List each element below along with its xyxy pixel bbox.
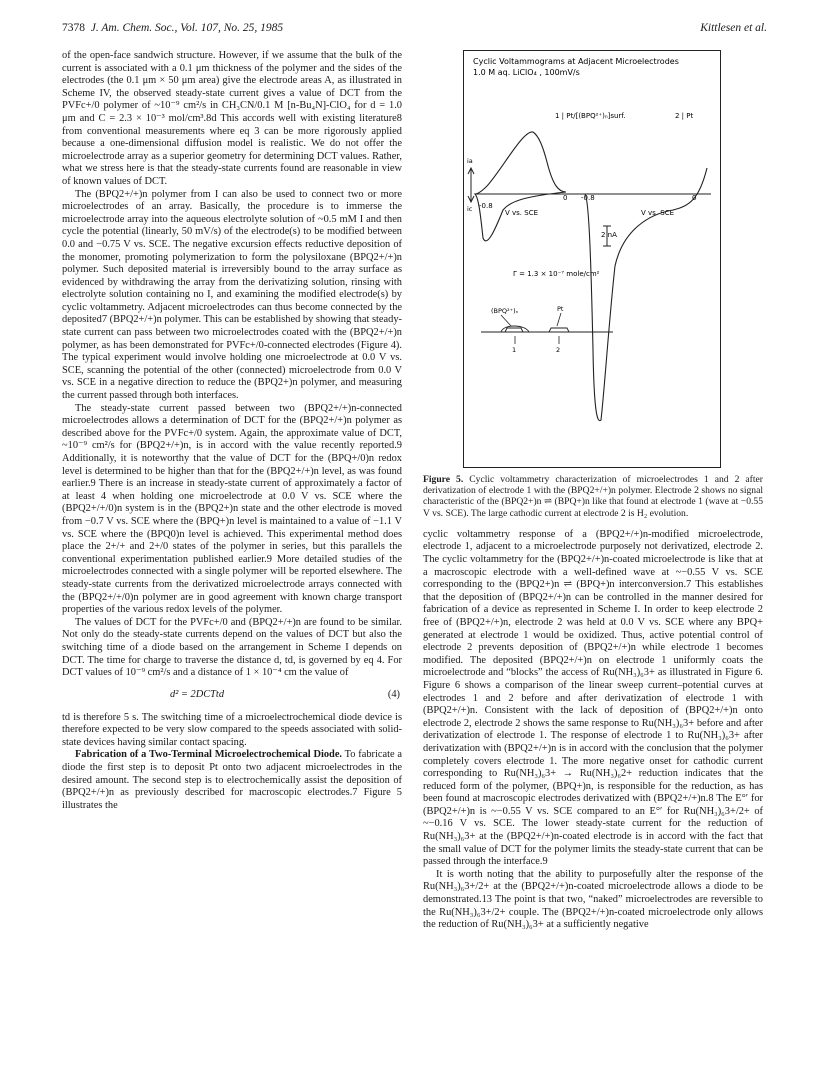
figure-caption: [423, 474, 763, 519]
figure-5: [423, 50, 763, 468]
paragraph-text: To fabricate a diode the first step is to deposit Pt onto two adjacent microelectrodes in the desired amount. The second step is to electrochemically assist the deposition of (BPQ2+/+)n as previously described for macroscopic electrodes.7 Figure 5 illustrates the: [62, 749, 402, 811]
journal-citation: J. Am. Chem. Soc., Vol. 107, No. 25, 1985: [90, 22, 284, 34]
paragraph: The (BPQ2+/+)n polymer from I can also be used to connect two or more microelectrodes of an array. Basically, the procedure is to immerse the microelectrode array into the aqueous electrolyte solution of ~0.5 mM I and then cycle the potential (linearly, 50 mV/s) of the electrode(s) to be modified between 0.0 and −0.75 V vs. SCE. The negative excursion effects reductive deposition of the monomer, promoting polymerization to form the polysiloxane (BPQ2+/+)n polymer. Such deposited material is irreversibly bound to the array surface as evidenced by withdrawing the array from the derivatizing solution, rinsing with electrolyte solution containing no I, and examining the modified electrode(s) by cyclic voltammetry. Adjacent microelectrodes can thus become connected by the deposited7 (BPQ2+/+)n polymer. This can be established by showing that steady-state current can pass between two microelectrodes coated with the (BPQ2+/+)n polymer, as has been demonstrated for PVFc+/0-connected electrodes (Figure 4). The typical experiment would involve holding one microelectrode at 0.0 V vs. SCE, scanning the potential of the other (connected) microelectrode from 0.0 V vs. SCE in a negative direction to reduce the (BPQ2+)n polymer, and measuring the current passed through both interfaces.: [62, 188, 402, 402]
inset-leader-pt: [557, 313, 561, 326]
tick-right-zero: 0: [692, 194, 697, 202]
inset-polymer-label: (BPQ²⁺)ₙ: [491, 307, 519, 315]
section-heading: Fabrication of a Two-Terminal Microelectrochemical Diode.: [75, 749, 343, 761]
right-column: [423, 50, 763, 932]
left-column: [62, 50, 402, 812]
tick-zero: 0: [563, 194, 568, 202]
axis-ic-label: ic: [467, 205, 473, 213]
axis-label-1: V vs. SCE: [505, 209, 539, 217]
cv-curve-electrode-2: [585, 168, 707, 421]
axis-label-2: V vs. SCE: [641, 209, 675, 217]
equation-number: (4): [387, 688, 400, 700]
figure-title-line2: 1.0 M aq. LiClO₄ , 100mV/s: [473, 68, 580, 77]
caption-label: Figure 5.: [423, 474, 464, 485]
paragraph: td is therefore 5 s. The switching time of a microelectrochemical diode device is therefore expected to be very slow compared to the speeds associated with solid-state devices having similar contact spacing.: [62, 711, 402, 748]
inset-electrode-1: [505, 328, 523, 332]
header-authors: Kittlesen et al.: [700, 22, 767, 34]
label-electrode-2: 2 | Pt: [675, 112, 694, 120]
figure-title-line1: Cyclic Voltammograms at Adjacent Microelectrodes: [473, 57, 679, 66]
inset-pt-label: Pt: [557, 305, 564, 313]
figure-5-graphic: [463, 50, 721, 468]
caption-text: Cyclic voltammetry characterization of microelectrodes 1 and 2 after derivatization of electrode 1 with the (BPQ2+/+)n polymer. Electrode 2 shows no signal characteristic of the (BPQ2+)n ⇌ (BPQ+)n like that found at electrode 1 (wave at −0.55 V vs. SCE). The large cathodic current at electrode 2 is H₂ evolution.: [423, 474, 763, 519]
coverage-label: Γ = 1.3 × 10⁻⁷ mole/cm²: [513, 270, 600, 278]
page-header: [62, 22, 767, 40]
paragraph: cyclic voltammetry response of a (BPQ2+/+)n-modified microelectrode, electrode 1, adjacent to a microelectrode purposely not derivatized, electrode 2. The cyclic voltammetry for the (BPQ2+/+)n-coated microelectrode is like that at a macroscopic electrode with a well-defined wave at ~−0.55 V vs. SCE corresponding to the (BPQ2+)n ⇌ (BPQ+)n interconversion.7 This establishes that the deposition of (BPQ2+/+)n can be controlled in the manner desired for fabrication of a device as represented in Scheme I. In order to keep electrode 2 free of (BPQ2+/+)n, electrode 2 was held at 0.0 V vs. SCE where any BPQ+ generated at electrode 1 would be oxidized. Thus, active potential control of electrode 2 prevents deposition of (BPQ2+/+)n while electrode 1 becomes modified. The deposited (BPQ2+/+)n on electrode 1 uniformly coats the microelectrode and “blocks” the access of Ru(NH₃)₆3+ as illustrated in Figure 6. Figure 6 shows a comparison of the linear sweep current–potential curves at electrodes 1 and 2 before and after derivatization of electrode 1 with (BPQ2+/+)n. Consistent with the lack of deposition of (BPQ2+/+)n onto electrode 2, electrode 2 shows the same response to Ru(NH₃)₆3+ before and after derivatization of electrode 1. The response of electrode 1 to Ru(NH₃)₆3+ after derivatization with (BPQ2+/+)n is in accord with the conclusion that the polymer completely covers electrode 1. The more negative onset for cathodic current corresponding to Ru(NH₃)₆3+ → Ru(NH₃)₆2+ reduction indicates that the reduced form of the polymer, (BPQ+)n, is responsible for the reduction, as has been found at macroscopic electrodes derivatized with (BPQ2+/+)n.8 The E°′ for (BPQ2+/+)n is ~−0.55 V vs. SCE compared to an E°′ for Ru(NH₃)₆3+/2+ of ~−0.16 V vs. SCE. The lower steady-state current for the reduction of Ru(NH₃)₆3+ at the (BPQ2+/+)n-coated electrode is in accord with the fact that the small value of DCT for the polymer limits the steady-state current that can be passed through the interface.9: [423, 528, 763, 868]
paragraph: The steady-state current passed between two (BPQ2+/+)n-connected microelectrodes allows a determination of DCT for the (BPQ2+/+)n polymer as described above for the PVFc+/0 system. Again, the approximate value of DCT, ~10⁻⁹ cm²/s for (BPQ2+/+)n, is in accord with the value recently reported.9 Additionally, it is noteworthy that the value of DCT for the (BPQ+/0)n redox level is determined to be higher than that for the (BPQ2+/+)n level, as was found earlier.9 There is an increase in steady-state current of approximately a factor of at least 4 when holding one microelectrode at 0.0 V vs. SCE where the (BPQ2+/+/0)n system is in the (BPQ2+)n state and the other electrode is moved from −0.7 V vs. SCE where the (BPQ+)n level is maintained to a value of −1.1 V vs. SCE where the (BPQ0)n level is achieved. This experimental method does place the 2+/+ and 2+/0 states of the polymer in series, but this parallels the conventional experimentation published earlier.9 More detailed studies of the microelectrodes connected with a single polymer will be reported elsewhere. The steady-state currents from the derivatized microelectrode arrays connected with the (BPQ2+/+/0)n polymer are in good agreement with known charge transport properties of the various redox levels of the polymer.: [62, 402, 402, 616]
equation-expression: d² = 2DCTtd: [170, 688, 225, 700]
inset-leader-polymer: [501, 315, 511, 326]
page-number: 7378: [62, 22, 85, 34]
label-electrode-1: 1 | Pt/[(BPQ²⁺)ₙ]surf.: [555, 112, 626, 120]
paragraph-with-heading: [62, 749, 402, 812]
inset-electrode-2: [549, 328, 569, 332]
scale-bar-label: 2 nA: [601, 231, 617, 239]
axis-ia-label: ia: [467, 157, 473, 165]
tick-right-neg08: -0.8: [581, 194, 595, 202]
paragraph: The values of DCT for the PVFc+/0 and (BPQ2+/+)n are found to be similar. Not only do the steady-state currents depend on the values of DCT but also the switching time of a diode based on the arrangement in Scheme I depends on DCT. The time for charge to traverse the distance d, td, is governed by eq 4. For DCT values of 10⁻⁹ cm²/s and a distance of 1 × 10⁻⁴ cm the value of: [62, 616, 402, 679]
inset-number-1: 1: [512, 346, 517, 354]
paragraph: of the open-face sandwich structure. However, if we assume that the bulk of the current is associated with a 0.1 μm thickness of the polymer and the sides of the electrodes (the 0.1 μm × 50 μm area) give the electrode areas A, as illustrated in Scheme IV, the observed steady-state current gives a value of DCT from the PVFc+/0 polymer of ~10⁻⁹ cm²/s in CH₃CN/0.1 M [n-Bu₄N]-ClO₄ for d = 1.0 μm and C = 2.3 × 10⁻³ mol/cm³.8d This accords well with existing literature8 from conventional measurements where eq 3 can be more rigorously applied because a one-dimensional diffusion model is realistic. We do not offer the microelectrode array as a superior geometry for determining DCT values. Rather, what we stress here is that the steady-state currents found are reasonable in view of known values of DCT.: [62, 50, 402, 187]
cv-curve-electrode-1: [475, 132, 566, 241]
equation-4: [62, 685, 402, 707]
inset-number-2: 2: [556, 346, 561, 354]
paragraph: It is worth noting that the ability to purposefully alter the response of the Ru(NH₃)₆3+/2+ at the (BPQ2+/+)n-coated microelectrode allows a diode to be demonstrated.13 The point is that two, “naked” microelectrodes are reversible to the Ru(NH₃)₆3+/2+ couple. The (BPQ2+/+)n-coated microelectrode only allows the reduction of Ru(NH₃)₆3+ at a sufficiently negative: [423, 868, 763, 931]
tick-left-neg08: -0.8: [479, 202, 493, 210]
header-left: [62, 22, 283, 34]
